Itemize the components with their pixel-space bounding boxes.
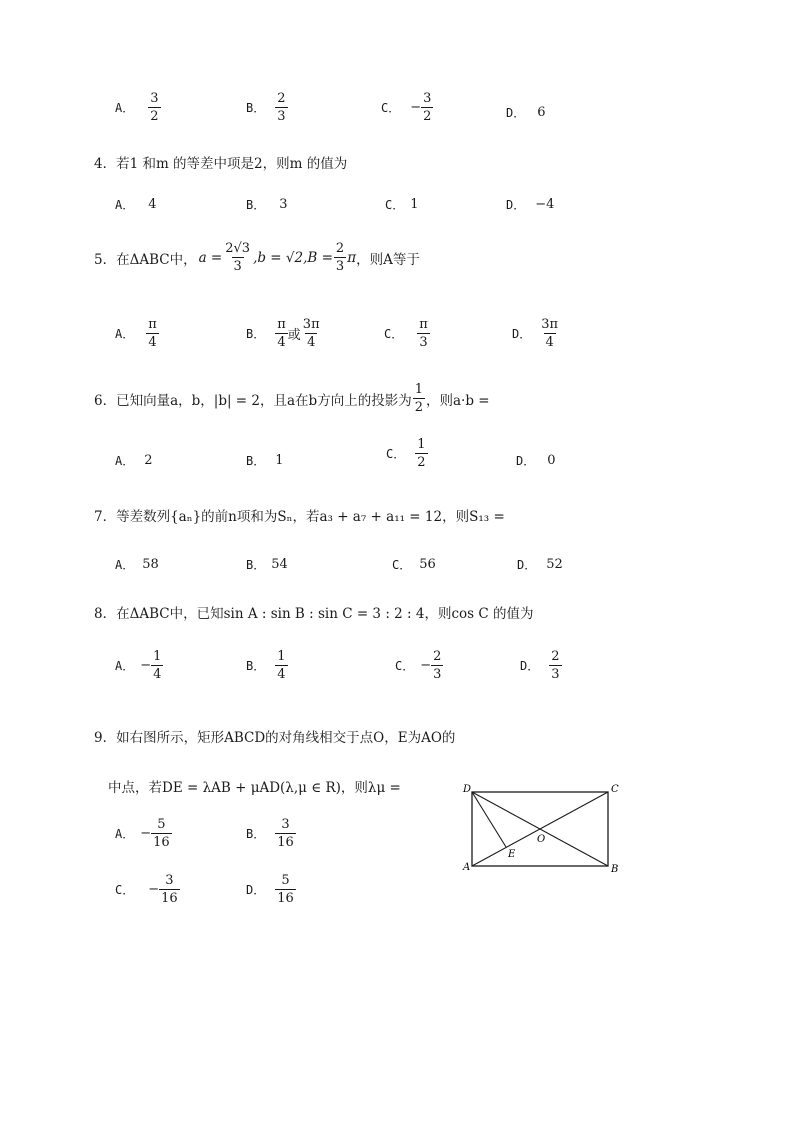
q9-option-a: A． − $\frac{5}{16}$ — [115, 817, 170, 850]
q5-option-a: A． $\frac{\pi}{4}$ — [115, 317, 157, 350]
q4-option-b: B． 3 — [246, 197, 288, 212]
q5-stem: 5．在ΔABC中， a = $\frac{2√3}{3}$ ,b = √2,B = $\frac{2}{3}$ π ，则A等于 — [94, 241, 420, 274]
q9-option-d: D． $\frac{5}{16}$ — [246, 873, 294, 906]
q4-stem: 4．若1 和m 的等差中项是2，则m 的值为 — [94, 156, 348, 172]
segment-de — [472, 792, 506, 847]
q8-option-a: A． − $\frac{1}{4}$ — [115, 649, 162, 682]
label-e: E — [508, 849, 516, 860]
q6-stem: 6．已知向量a，b，|b| = 2，且a在b方向上的投影为 $\frac{1}{2}$ ，则a·b = — [94, 382, 490, 415]
q6-option-d: D． 0 — [516, 453, 556, 468]
label-c: C — [611, 784, 619, 795]
q7-stem: 7．等差数列{aₙ}的前n项和为Sₙ，若a₃ + a₇ + a₁₁ = 12，则S₁₃ = — [94, 509, 505, 525]
q8-option-c: C． − $\frac{2}{3}$ — [395, 649, 442, 682]
q8-option-d: D． $\frac{2}{3}$ — [520, 649, 560, 682]
q5-option-d: D． $\frac{3\pi}{4}$ — [512, 317, 559, 350]
q6-option-a: A． 2 — [115, 453, 153, 468]
fraction: $\frac{2}{3}$ — [277, 91, 286, 124]
q4-option-c: C． 1 — [385, 197, 419, 212]
q7-option-d: D． 52 — [517, 557, 563, 572]
q3-option-d: D． 6 — [506, 105, 546, 120]
fraction: $\frac{3}{2}$ — [150, 91, 159, 124]
q7-option-a: A． 58 — [115, 557, 159, 572]
q8-stem: 8．在ΔABC中，已知sin A : sin B : sin C = 3 : 2 : 4，则cos C 的值为 — [94, 606, 534, 622]
fraction: $\frac{3}{2}$ — [423, 91, 432, 124]
q3-option-c: C． − $\frac{3}{2}$ — [381, 91, 432, 124]
label-b: B — [611, 864, 619, 875]
q3-option-a: A． $\frac{3}{2}$ — [115, 91, 159, 124]
rectangle-figure — [455, 780, 630, 880]
q9-stem-line2: 中点，若DE = λAB + μAD(λ,μ ∈ R)，则λμ = — [108, 780, 401, 796]
label-d: D — [463, 784, 472, 795]
q7-option-c: C． 56 — [392, 557, 436, 572]
q9-option-b: B． $\frac{3}{16}$ — [246, 817, 294, 850]
q4-option-a: A． 4 — [115, 197, 157, 212]
q9-option-c: C． − $\frac{3}{16}$ — [115, 873, 178, 906]
q3-option-b: B． $\frac{2}{3}$ — [246, 91, 286, 124]
q5-option-c: C． $\frac{\pi}{3}$ — [384, 317, 428, 350]
q4-option-d: D． −4 — [506, 197, 555, 212]
q6-option-b: B． 1 — [246, 453, 284, 468]
q7-option-b: B． 54 — [246, 557, 288, 572]
label-o: O — [537, 834, 546, 845]
q6-option-c: C． $\frac{1}{2}$ — [386, 437, 426, 470]
q5-option-b: B． $\frac{\pi}{4}$ 或 $\frac{3\pi}{4}$ — [246, 317, 320, 350]
q9-stem-line1: 9．如右图所示，矩形ABCD的对角线相交于点O，E为AO的 — [94, 730, 456, 746]
q8-option-b: B． $\frac{1}{4}$ — [246, 649, 286, 682]
label-a: A — [463, 862, 471, 873]
